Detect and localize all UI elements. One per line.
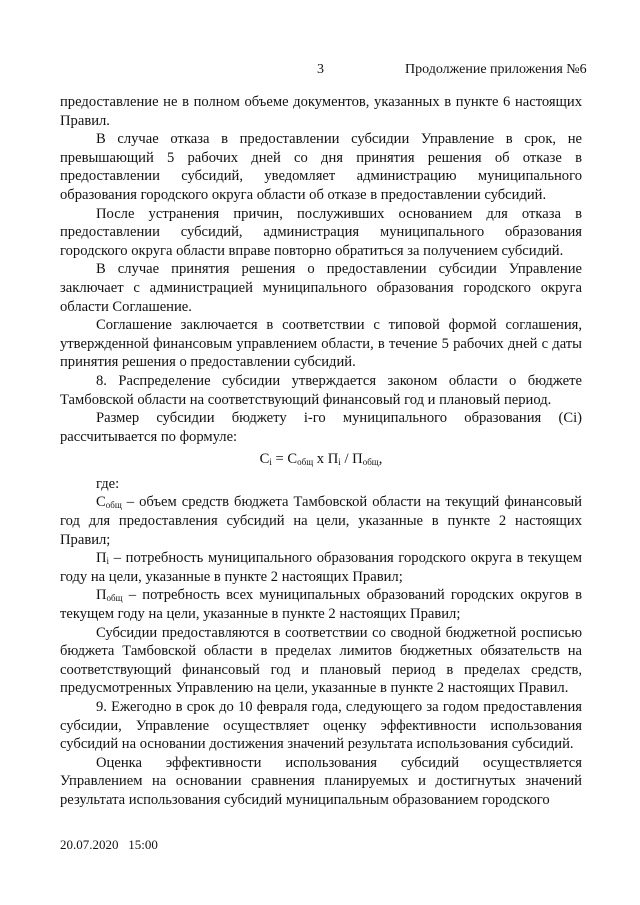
footer-time: 15:00 xyxy=(128,837,158,852)
where-label: где: xyxy=(96,475,120,492)
paragraph: Субсидии предоставляются в соответствии со сводной бюджетной росписью бюджета Тамбовской области в пределах лимитов бюджетных обязательств на соответствующий финансовый год и плановый период в пределах средств, предусмотренных Управлению на цели, указанные в пункте 2 настоящих Правил. xyxy=(60,624,582,697)
paragraph: После устранения причин, послуживших основанием для отказа в предоставлении субсидий, администрация муниципального образования городского округа области вправе повторно обратиться за получением субсидий. xyxy=(60,205,582,259)
paragraph: Оценка эффективности использования субсидий осуществляется Управлением на основании сравнения планируемых и достигнутых значений результата использования субсидий муниципальным образованием городского xyxy=(60,754,582,808)
paragraph: 9. Ежегодно в срок до 10 февраля года, следующего за годом предоставления субсидии, Управление осуществляет оценку эффективности использования субсидий на основании достижения значений результата использования субсидий. xyxy=(60,699,582,753)
document-body xyxy=(60,93,582,810)
paragraph: Размер субсидии бюджету i-го муниципального образования (Ci) рассчитывается по формуле: xyxy=(60,410,582,445)
definition-c-obshch: $C_{общ}$ – объем средств бюджета Тамбовской области на текущий финансовый год для предоставления субсидий на цели, указанные в пункте 2 настоящих Правил; xyxy=(60,494,582,548)
paragraph: В случае отказа в предоставлении субсидии Управление в срок, не превышающий 5 рабочих дней со дня принятия решения об отказе в предоставлении субсидий, уведомляет администрацию муниципального образования городского округа области об отказе в предоставлении субсидий. xyxy=(60,131,582,203)
paragraph: В случае принятия решения о предоставлении субсидии Управление заключает с администрацией муниципального образования городского округа области Соглашение. xyxy=(60,261,582,315)
definition-p-obshch: $П_{общ}$ – потребность всех муниципальных образований городских округов в текущем году на цели, указанные в пункте 2 настоящих Правил; xyxy=(60,587,582,623)
paragraph: 8. Распределение субсидии утверждается законом области о бюджете Тамбовской области на соответствующий финансовый год и плановый период. xyxy=(60,372,582,408)
footer-timestamp xyxy=(60,837,158,853)
paragraph: Соглашение заключается в соответствии с типовой формой соглашения, утвержденной финансовым управлением области, в течение 5 рабочих дней с даты принятия решения о предоставлении субсидий. xyxy=(60,317,582,371)
appendix-continuation-label: Продолжение приложения №6 xyxy=(405,62,587,77)
subsidy-formula: $C_i = C_{общ}$ x $П_i / П_{общ}$, xyxy=(259,451,383,468)
page-number: 3 xyxy=(317,62,324,77)
definition-p-i: $П_i$ – потребность муниципального образования городского округа в текущем году на цели, указанные в пункте 2 настоящих Правил; xyxy=(60,550,582,585)
paragraph: предоставление не в полном объеме документов, указанных в пункте 6 настоящих Правил. xyxy=(60,94,582,129)
footer-date: 20.07.2020 xyxy=(60,837,119,852)
